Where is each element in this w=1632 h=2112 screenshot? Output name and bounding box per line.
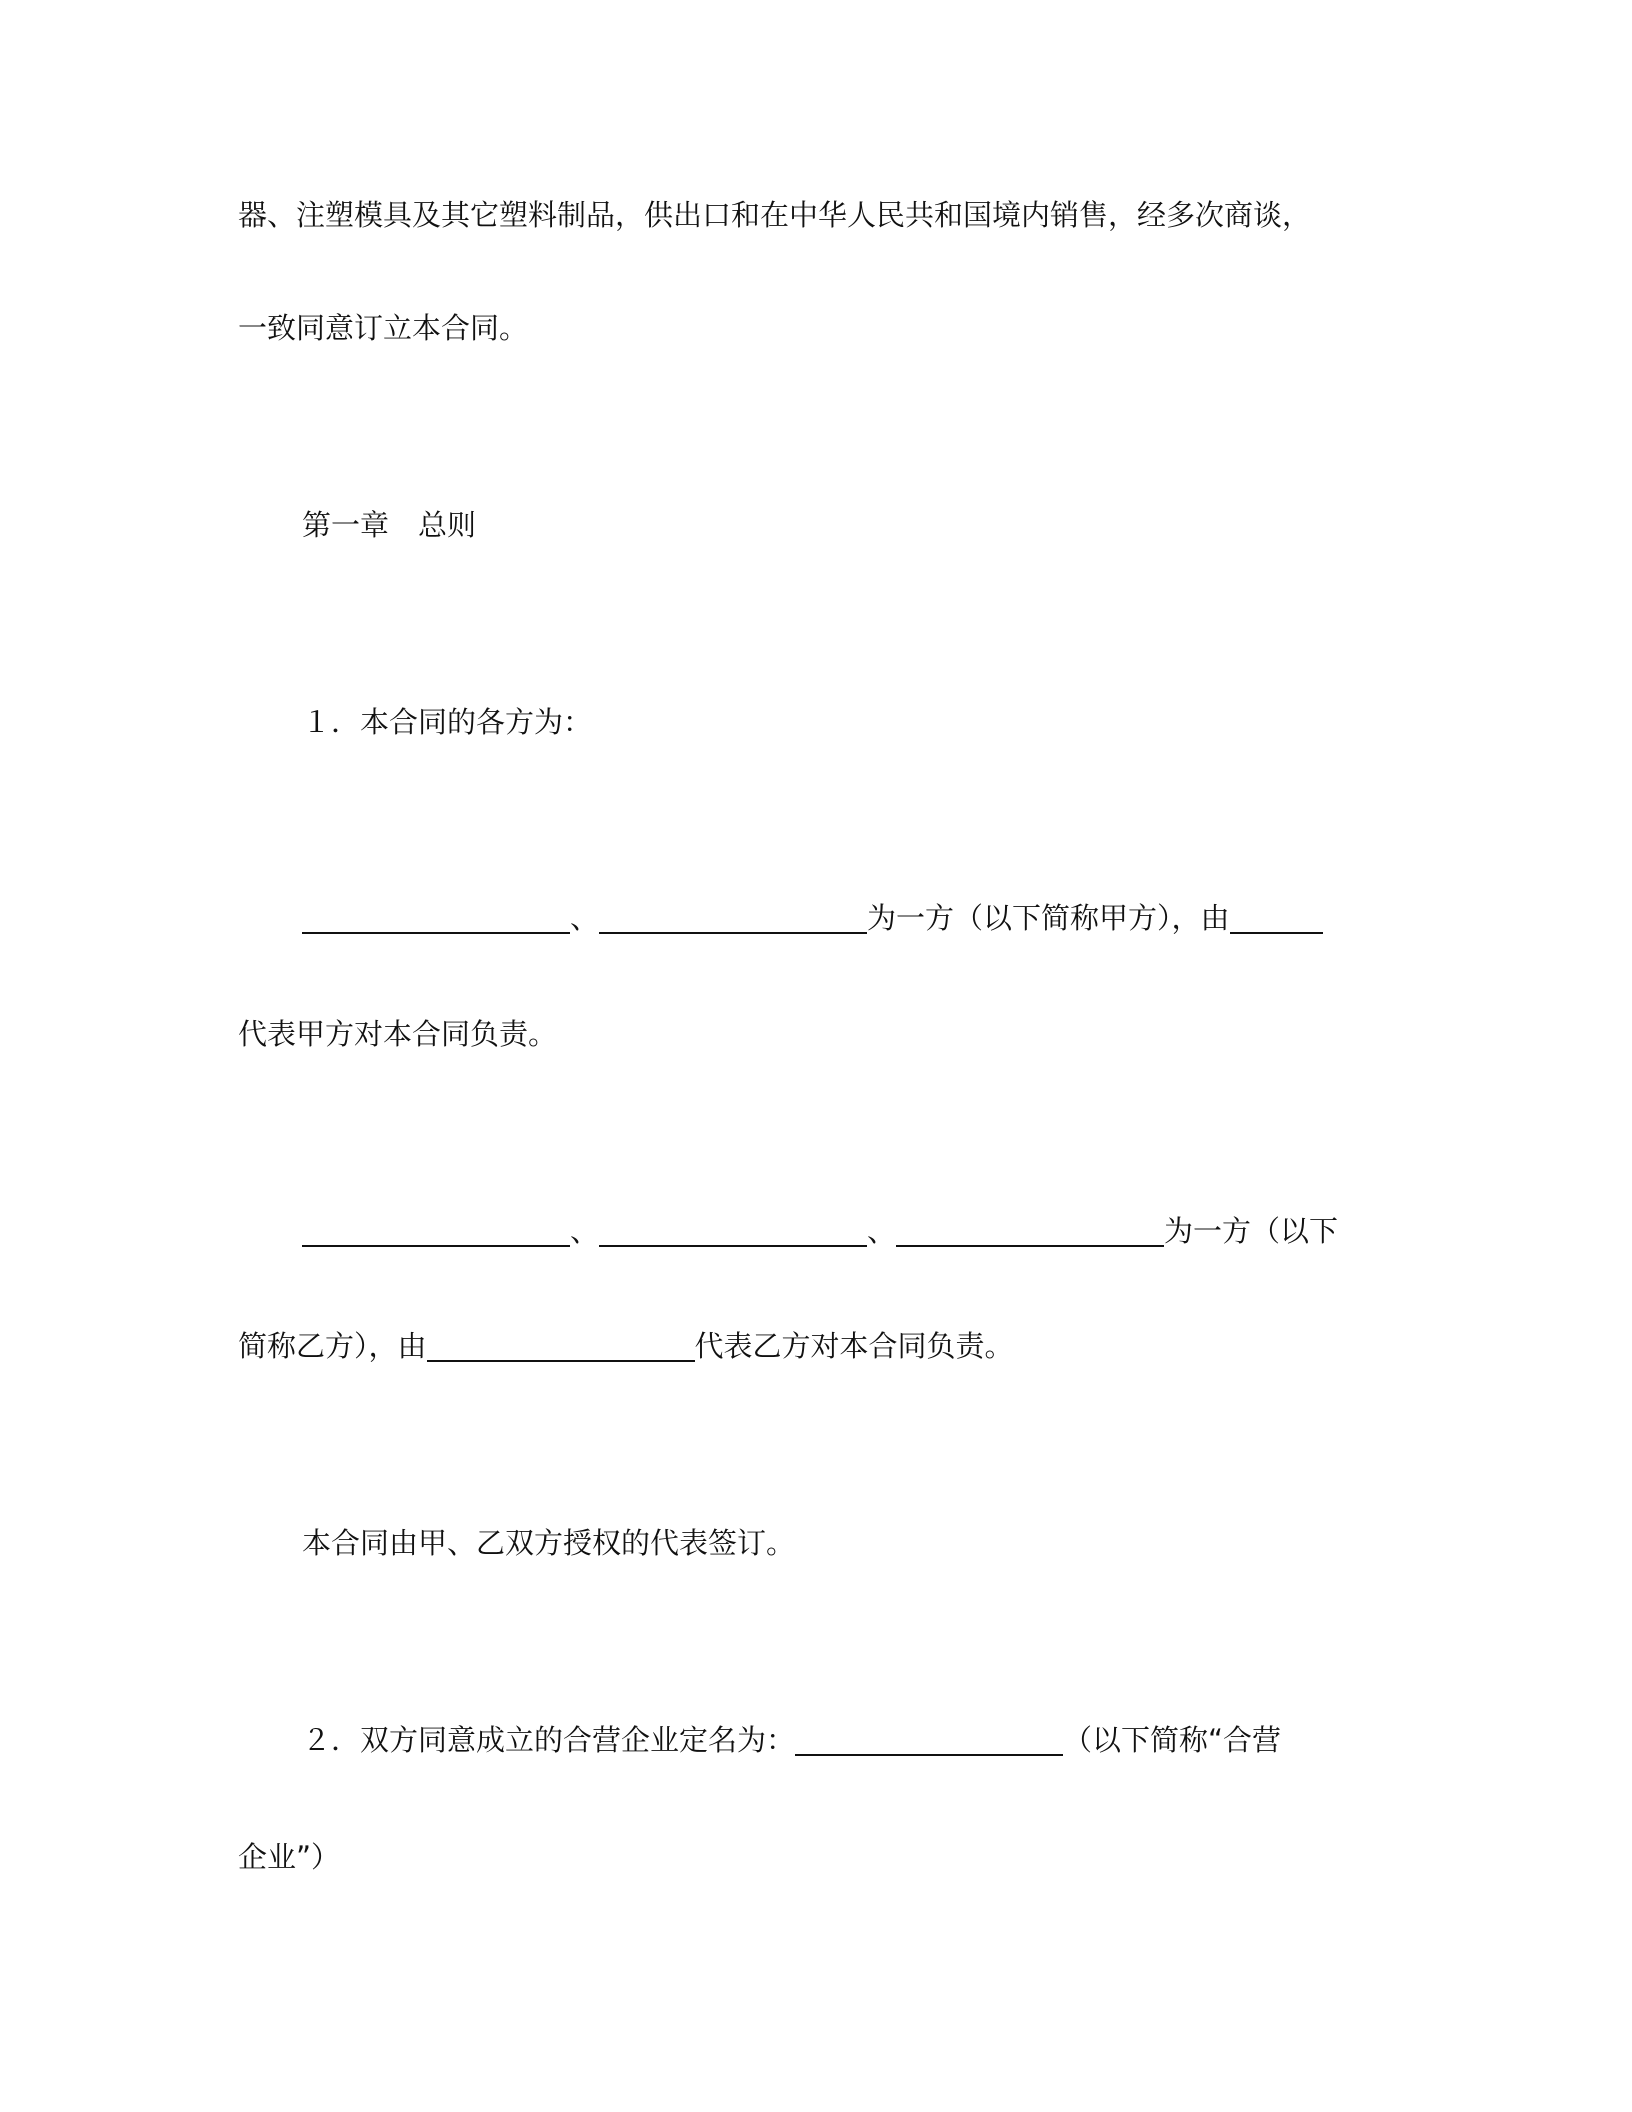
party-b-name-blank-1[interactable] bbox=[302, 1217, 570, 1247]
chapter-title: 第一章 总则 bbox=[302, 508, 477, 542]
party-a-name-blank-2[interactable] bbox=[599, 904, 867, 934]
party-a-line-1 bbox=[302, 898, 1323, 938]
party-a-name-blank-1[interactable] bbox=[302, 904, 570, 934]
clause-1-heading: １．本合同的各方为： bbox=[302, 705, 593, 739]
paragraph-intro-line-2: 一致同意订立本合同。 bbox=[238, 311, 529, 345]
signing-statement: 本合同由甲、乙双方授权的代表签订。 bbox=[302, 1526, 796, 1560]
party-a-representative-blank[interactable] bbox=[1230, 904, 1323, 934]
party-b-line-1 bbox=[302, 1211, 1338, 1251]
party-a-line-2: 代表甲方对本合同负责。 bbox=[238, 1017, 558, 1051]
clause-2-suffix: （以下简称“合营 bbox=[1063, 1723, 1282, 1757]
party-b-name-blank-3[interactable] bbox=[896, 1217, 1164, 1247]
party-b-representative-blank[interactable] bbox=[427, 1332, 695, 1362]
party-b-suffix: 代表乙方对本合同负责。 bbox=[694, 1329, 1014, 1363]
party-b-prefix: 简称乙方），由 bbox=[238, 1329, 427, 1363]
party-a-text: 为一方（以下简称甲方），由 bbox=[867, 901, 1230, 935]
clause-2-line-1 bbox=[302, 1720, 1281, 1760]
separator: 、 bbox=[570, 901, 600, 935]
clause-2-line-2: 企业”） bbox=[238, 1840, 341, 1874]
separator: 、 bbox=[867, 1214, 897, 1248]
joint-venture-name-blank[interactable] bbox=[795, 1726, 1063, 1756]
paragraph-intro-line-1: 器、注塑模具及其它塑料制品，供出口和在中华人民共和国境内销售，经多次商谈， bbox=[238, 198, 1312, 232]
separator: 、 bbox=[570, 1214, 600, 1248]
party-b-name-blank-2[interactable] bbox=[599, 1217, 867, 1247]
party-b-line-2 bbox=[238, 1326, 1014, 1366]
party-b-text: 为一方（以下 bbox=[1164, 1214, 1339, 1248]
clause-2-prefix: ２．双方同意成立的合营企业定名为： bbox=[302, 1723, 796, 1757]
